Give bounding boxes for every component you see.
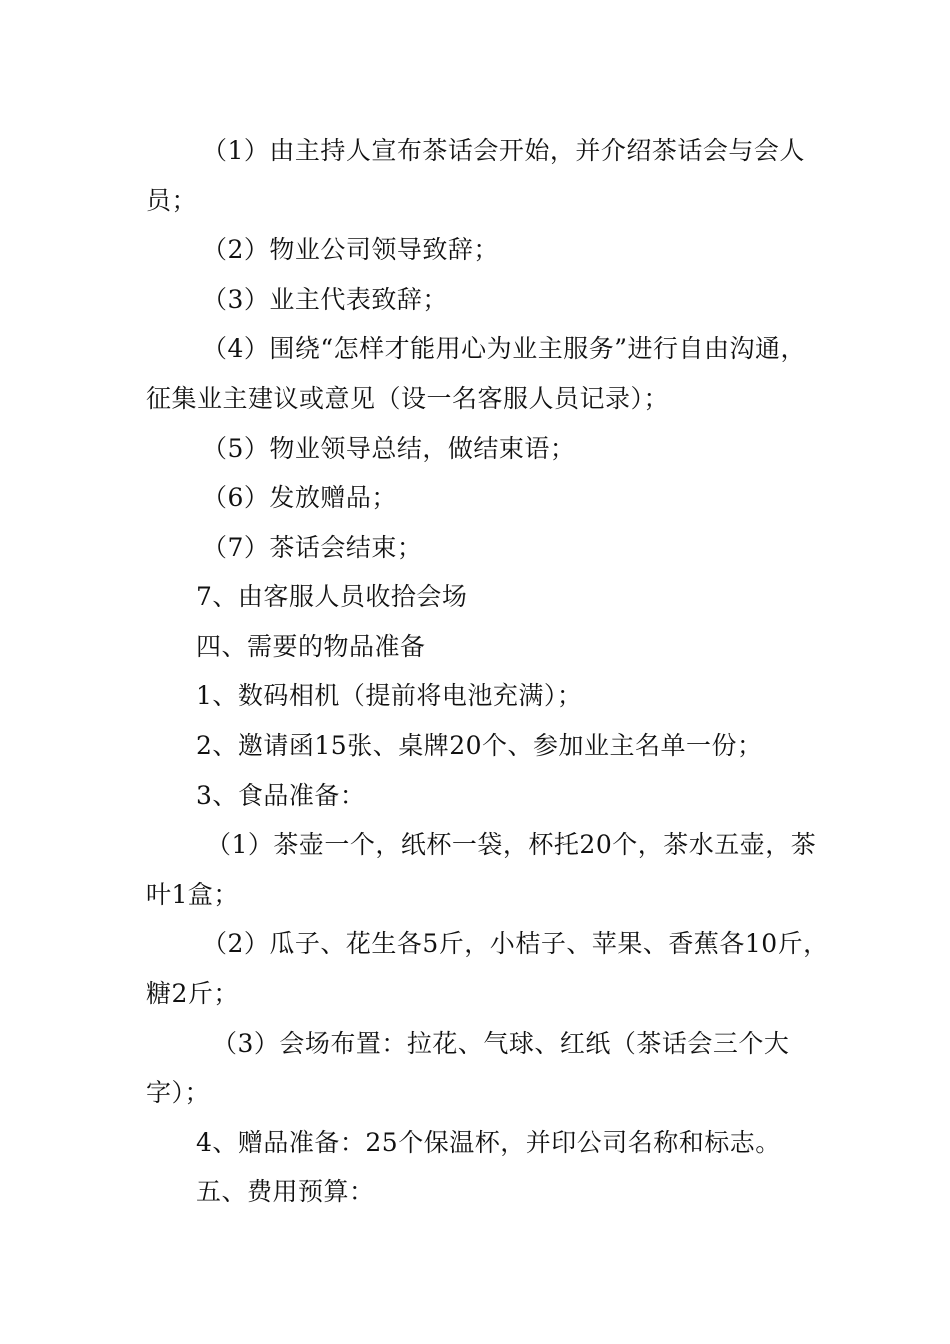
agenda-item-4: （4）围绕“怎样才能用心为业主服务”进行自由沟通， [202,334,806,363]
food-item-1-cont: 叶1盒； [146,880,239,909]
item-invitations: 2、邀请函15张、桌牌20个、参加业主名单一份； [196,731,763,760]
agenda-item-3: （3）业主代表致辞； [202,285,448,314]
agenda-item-1: （1）由主持人宣布茶话会开始，并介绍茶话会与会人 [202,136,805,165]
agenda-item-2: （2）物业公司领导致辞； [202,235,499,264]
agenda-item-4-cont: 征集业主建议或意见（设一名客服人员记录）； [146,384,670,413]
agenda-item-6: （6）发放赠品； [202,483,397,512]
food-item-3-cont: 字）； [146,1078,211,1107]
section-heading-5: 五、费用预算： [196,1177,375,1206]
agenda-item-5: （5）物业领导总结，做结束语； [202,434,576,463]
item-camera: 1、数码相机（提前将电池充满）； [196,681,583,710]
agenda-item-1-cont: 员； [146,186,198,215]
food-item-2: （2）瓜子、花生各5斤，小桔子、苹果、香蕉各10斤， [202,929,829,958]
food-item-2-cont: 糖2斤； [146,979,239,1008]
item-gifts: 4、赠品准备：25个保温杯，并印公司名称和标志。 [196,1128,781,1157]
section-heading-4: 四、需要的物品准备 [196,632,426,661]
step-7: 7、由客服人员收拾会场 [196,582,468,611]
food-item-3: （3）会场布置：拉花、气球、红纸（茶话会三个大 [212,1029,790,1058]
food-item-1: （1）茶壶一个，纸杯一袋，杯托20个，茶水五壶，茶 [206,830,817,859]
item-food-heading: 3、食品准备： [196,781,366,810]
agenda-item-7: （7）茶话会结束； [202,533,423,562]
